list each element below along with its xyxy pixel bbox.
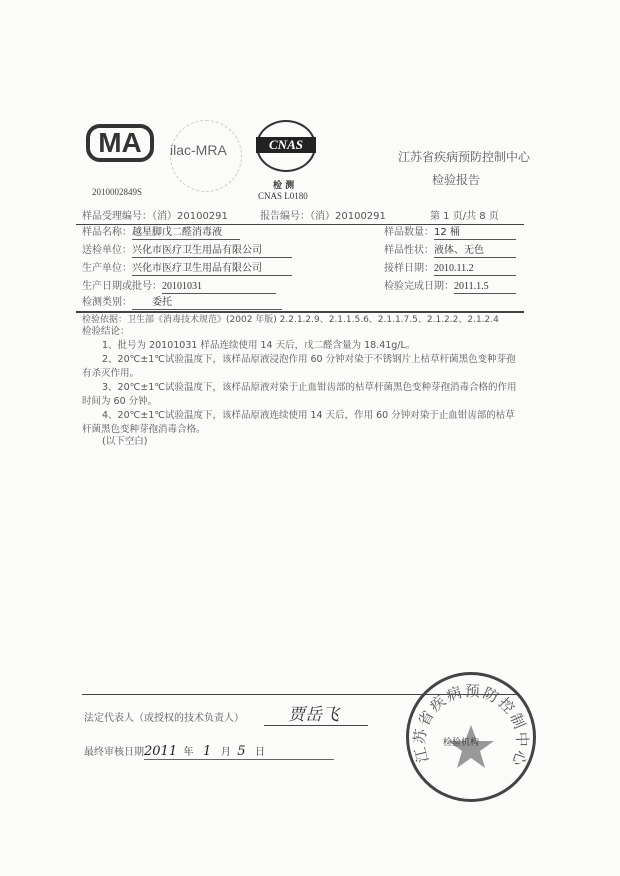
ilac-text: ilac-MRA	[170, 142, 227, 158]
review-date-value	[144, 744, 334, 760]
review-date-label: 最终审核日期	[84, 747, 144, 758]
blank-note: (以下空白)	[102, 436, 148, 447]
field-manufacturer	[82, 263, 292, 276]
day: 5	[237, 744, 246, 759]
field-value: 兴化市医疗卫生用品有限公司	[132, 245, 292, 258]
field-label: 检测类别：	[82, 297, 132, 308]
field-value: 越星脚戊二醛消毒液	[132, 227, 240, 240]
field-label: 样品数量：	[384, 227, 434, 238]
review-date	[84, 744, 334, 760]
field-label: 样品名称：	[82, 227, 132, 238]
field-test-type	[82, 297, 282, 310]
cnas-number: CNAS L0180	[258, 191, 308, 201]
field-label: 检验完成日期：	[384, 281, 454, 292]
stamp-text: 江苏省疾病预防控制中心	[410, 681, 532, 771]
day-unit: 日	[255, 747, 266, 758]
month-unit: 月	[220, 747, 231, 758]
cnas-text: CNAS	[256, 137, 316, 153]
conclusion-item: 2、20℃±1℃试验温度下，该样品原液浸泡作用 60 分钟对染于不锈钢片上枯草杆菌黑色变种芽孢有杀灭作用。	[82, 354, 516, 379]
field-value: 委托	[132, 297, 282, 310]
signature-line	[264, 725, 368, 726]
year-unit: 年	[183, 747, 194, 758]
cnas-label: 检 测	[273, 181, 295, 191]
field-label: 生产单位：	[82, 263, 132, 274]
cma-number: 2010002849S	[92, 187, 143, 197]
conclusion-item: 3、20℃±1℃试验温度下，该样品原液对染于止血钳齿部的枯草杆菌黑色变种芽孢消毒合格的作用时间为 60 分钟。	[82, 382, 517, 407]
field-batch	[82, 281, 276, 294]
field-value: 2010.11.2	[434, 263, 516, 276]
field-label: 送检单位：	[82, 245, 132, 256]
conclusion-item: 4、20℃±1℃试验温度下，该样品原液连续使用 14 天后，作用 60 分钟对染于止血钳齿部的枯草杆菌黑色变种芽孢消毒合格。	[82, 410, 515, 435]
report-no: 报告编号：（消）20100291	[260, 211, 386, 222]
field-value: 12 桶	[434, 227, 516, 240]
field-value: 2011.1.5	[454, 281, 516, 294]
field-value: 兴化市医疗卫生用品有限公司	[132, 263, 292, 276]
test-basis: 检验依据：卫生部《消毒技术规范》(2002 年版) 2.2.1.2.9、2.1.1.5.6、2.1.1.7.5、2.1.2.2、2.1.2.4	[82, 315, 499, 325]
field-sample-name	[82, 227, 240, 240]
divider	[76, 224, 524, 225]
field-received-date	[384, 263, 516, 276]
organization-name: 江苏省疾病预防控制中心	[398, 150, 531, 164]
signature: 贾岳飞	[288, 705, 339, 725]
sample-receipt-no: 样品受理编号：（消）20100291	[82, 211, 228, 222]
report-title: 检验报告	[432, 173, 481, 187]
field-value: 液体、无色	[434, 245, 516, 258]
month: 1	[203, 744, 212, 759]
field-completed-date	[384, 281, 516, 294]
year: 2011	[144, 744, 178, 759]
representative-label: 法定代表人（或授权的技术负责人）	[84, 713, 244, 724]
cma-logo: MA	[86, 124, 154, 162]
field-label: 接样日期：	[384, 263, 434, 274]
field-appearance	[384, 245, 516, 258]
field-submitter	[82, 245, 292, 258]
field-label: 生产日期或批号：	[82, 281, 162, 292]
field-quantity	[384, 227, 516, 240]
conclusion-item: 1、批号为 20101031 样品连续使用 14 天后，戊二醛含量为 18.41g/L。	[102, 340, 416, 351]
stamp-center-text: 检验机构	[443, 738, 480, 748]
field-label: 样品性状：	[384, 245, 434, 256]
field-value: 20101031	[162, 281, 276, 294]
official-stamp	[406, 672, 536, 802]
conclusion-label: 检验结论：	[82, 326, 130, 337]
page-number: 第 1 页/共 8 页	[430, 211, 499, 222]
